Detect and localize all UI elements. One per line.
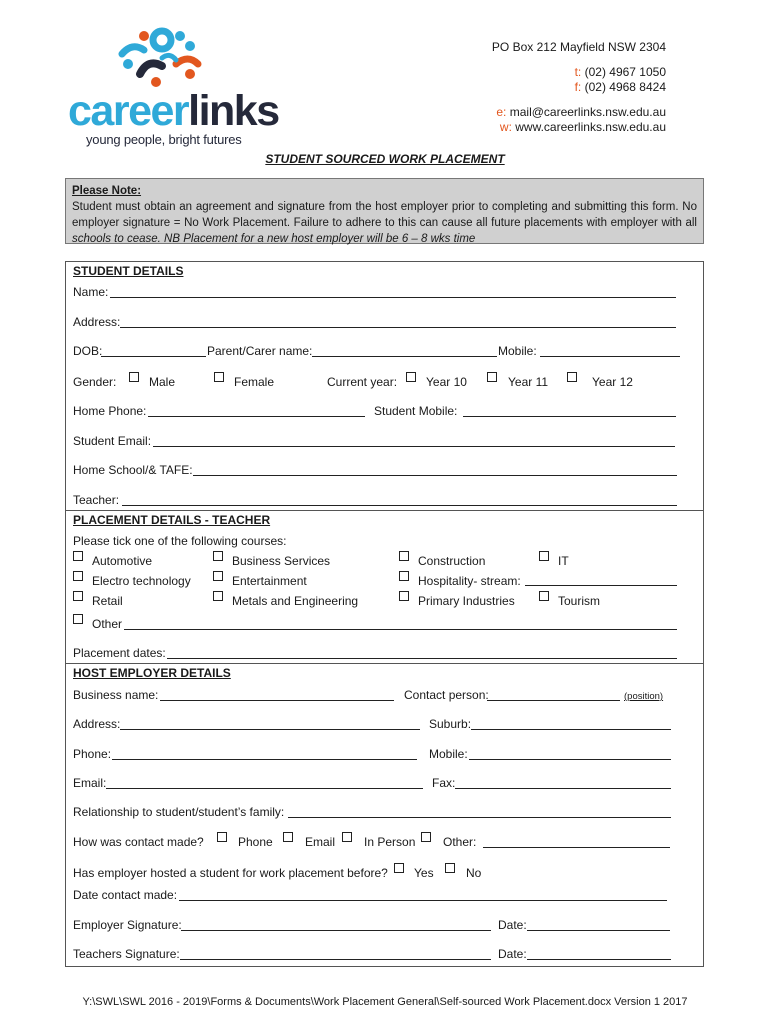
tourism-checkbox[interactable] bbox=[539, 591, 549, 601]
employer-date-label: Date: bbox=[498, 918, 527, 932]
male-checkbox[interactable] bbox=[129, 372, 139, 382]
metals-engineering-label: Metals and Engineering bbox=[232, 594, 359, 608]
electro-technology-label: Electro technology bbox=[92, 574, 191, 588]
retail-label: Retail bbox=[92, 594, 123, 608]
contact-in-person-label: In Person bbox=[364, 835, 416, 849]
teacher-signature-field[interactable] bbox=[180, 959, 491, 960]
current-year-label: Current year: bbox=[327, 375, 398, 389]
construction-checkbox[interactable] bbox=[399, 551, 409, 561]
suburb-label: Suburb: bbox=[429, 717, 472, 731]
year11-label: Year 11 bbox=[508, 375, 549, 389]
home-school-field[interactable] bbox=[193, 475, 677, 476]
hosted-yes-checkbox[interactable] bbox=[394, 863, 404, 873]
note-body: Student must obtain an agreement and signature from the host employer prior to completing and submitting this form. No employer signature = No Work Placement. Failure to adhere to this can cause all future placements with employer with all bbox=[72, 201, 697, 229]
female-label: Female bbox=[234, 375, 275, 389]
contact-other-label: Other: bbox=[443, 835, 477, 849]
teacher-label: Teacher: bbox=[73, 493, 120, 507]
mobile-field[interactable] bbox=[540, 356, 680, 357]
contact-email-checkbox[interactable] bbox=[283, 832, 293, 842]
other-course-field[interactable] bbox=[124, 629, 677, 630]
primary-industries-label: Primary Industries bbox=[418, 594, 515, 608]
contact-method-label: How was contact made? bbox=[73, 835, 204, 849]
year12-label: Year 12 bbox=[592, 375, 633, 389]
home-school-label: Home School/& TAFE: bbox=[73, 463, 193, 477]
hosted-no-checkbox[interactable] bbox=[445, 863, 455, 873]
name-label: Name: bbox=[73, 285, 109, 299]
host-employer-heading: HOST EMPLOYER DETAILS bbox=[73, 666, 231, 680]
tourism-label: Tourism bbox=[558, 594, 601, 608]
host-address-label: Address: bbox=[73, 717, 121, 731]
contact-person-label: Contact person: bbox=[404, 688, 489, 702]
section-divider bbox=[65, 510, 704, 511]
fax-number: f: (02) 4968 8424 bbox=[574, 80, 666, 94]
student-details-heading: STUDENT DETAILS bbox=[73, 264, 184, 278]
suburb-field[interactable] bbox=[471, 729, 671, 730]
brand-tagline: young people, bright futures bbox=[86, 132, 242, 147]
placement-dates-label: Placement dates: bbox=[73, 646, 166, 660]
dob-label: DOB: bbox=[73, 344, 103, 358]
business-services-checkbox[interactable] bbox=[213, 551, 223, 561]
entertainment-label: Entertainment bbox=[232, 574, 307, 588]
hospitality-stream-field[interactable] bbox=[525, 585, 677, 586]
business-name-label: Business name: bbox=[73, 688, 159, 702]
teacher-field[interactable] bbox=[122, 505, 677, 506]
student-email-label: Student Email: bbox=[73, 434, 152, 448]
contact-in-person-checkbox[interactable] bbox=[342, 832, 352, 842]
hospitality-checkbox[interactable] bbox=[399, 571, 409, 581]
dob-field[interactable] bbox=[101, 356, 206, 357]
contact-other-checkbox[interactable] bbox=[421, 832, 431, 842]
retail-checkbox[interactable] bbox=[73, 591, 83, 601]
position-label: (position) bbox=[624, 691, 664, 702]
employer-date-field[interactable] bbox=[527, 930, 670, 931]
form-frame bbox=[65, 261, 704, 967]
contact-phone-checkbox[interactable] bbox=[217, 832, 227, 842]
contact-person-field[interactable] bbox=[487, 700, 620, 701]
postal-address: PO Box 212 Mayfield NSW 2304 bbox=[491, 40, 666, 54]
address-label: Address: bbox=[73, 315, 121, 329]
address-field[interactable] bbox=[120, 327, 676, 328]
year12-checkbox[interactable] bbox=[567, 372, 577, 382]
teacher-signature-label: Teachers Signature: bbox=[73, 947, 180, 961]
host-email-label: Email: bbox=[73, 776, 107, 790]
year11-checkbox[interactable] bbox=[487, 372, 497, 382]
note-body-italic: schools to cease. NB Placement for a new host employer will be 6 – 8 wks time bbox=[72, 233, 476, 245]
parent-name-field[interactable] bbox=[312, 356, 497, 357]
automotive-label: Automotive bbox=[92, 554, 153, 568]
please-note-box bbox=[65, 178, 704, 244]
student-email-field[interactable] bbox=[153, 446, 675, 447]
telephone: t: (02) 4967 1050 bbox=[574, 65, 666, 79]
metals-engineering-checkbox[interactable] bbox=[213, 591, 223, 601]
host-phone-label: Phone: bbox=[73, 747, 112, 761]
female-checkbox[interactable] bbox=[214, 372, 224, 382]
email-address: e: mail@careerlinks.nsw.edu.au bbox=[496, 105, 666, 119]
contact-other-field[interactable] bbox=[483, 847, 670, 848]
automotive-checkbox[interactable] bbox=[73, 551, 83, 561]
relationship-field[interactable] bbox=[288, 817, 671, 818]
male-label: Male bbox=[149, 375, 176, 389]
host-fax-label: Fax: bbox=[432, 776, 456, 790]
home-phone-label: Home Phone: bbox=[73, 404, 147, 418]
logo-people-graphic bbox=[64, 24, 264, 94]
host-fax-field[interactable] bbox=[455, 788, 671, 789]
electro-technology-checkbox[interactable] bbox=[73, 571, 83, 581]
placement-details-heading: PLACEMENT DETAILS - TEACHER bbox=[73, 513, 271, 527]
relationship-label: Relationship to student/student’s family: bbox=[73, 805, 285, 819]
teacher-date-label: Date: bbox=[498, 947, 527, 961]
host-address-field[interactable] bbox=[120, 729, 420, 730]
business-name-field[interactable] bbox=[160, 700, 394, 701]
home-phone-field[interactable] bbox=[148, 416, 365, 417]
mobile-label: Mobile: bbox=[498, 344, 537, 358]
section-divider bbox=[65, 663, 704, 664]
contact-block bbox=[492, 40, 666, 135]
host-phone-field[interactable] bbox=[112, 759, 417, 760]
hosted-no-label: No bbox=[466, 866, 482, 880]
hospitality-label: Hospitality- stream: bbox=[418, 574, 521, 588]
host-mobile-field[interactable] bbox=[469, 759, 671, 760]
document-footer: Y:\SWL\SWL 2016 - 2019\Forms & Documents\Work Placement General\Self-sourced Work Placement.docx Version 1 2017 bbox=[82, 996, 688, 1008]
contact-email-label: Email bbox=[305, 835, 336, 849]
website: w: www.careerlinks.nsw.edu.au bbox=[499, 120, 666, 134]
employer-signature-field[interactable] bbox=[181, 930, 491, 931]
student-mobile-label: Student Mobile: bbox=[374, 404, 458, 418]
course-instruction: Please tick one of the following courses: bbox=[73, 534, 287, 548]
hosted-yes-label: Yes bbox=[414, 866, 434, 880]
year10-checkbox[interactable] bbox=[406, 372, 416, 382]
host-email-field[interactable] bbox=[106, 788, 423, 789]
entertainment-checkbox[interactable] bbox=[213, 571, 223, 581]
teacher-date-field[interactable] bbox=[527, 959, 671, 960]
page-title: STUDENT SOURCED WORK PLACEMENT bbox=[265, 152, 505, 166]
student-mobile-field[interactable] bbox=[463, 416, 676, 417]
parent-name-label: Parent/Carer name: bbox=[207, 344, 313, 358]
other-course-checkbox[interactable] bbox=[73, 614, 83, 624]
date-contact-field[interactable] bbox=[179, 900, 667, 901]
it-checkbox[interactable] bbox=[539, 551, 549, 561]
construction-label: Construction bbox=[418, 554, 486, 568]
name-field[interactable] bbox=[110, 297, 676, 298]
host-mobile-label: Mobile: bbox=[429, 747, 468, 761]
hosted-before-label: Has employer hosted a student for work placement before? bbox=[73, 866, 388, 880]
it-label: IT bbox=[558, 554, 569, 568]
year10-label: Year 10 bbox=[426, 375, 467, 389]
primary-industries-checkbox[interactable] bbox=[399, 591, 409, 601]
placement-dates-field[interactable] bbox=[167, 658, 677, 659]
note-heading: Please Note: bbox=[72, 185, 142, 197]
date-contact-label: Date contact made: bbox=[73, 888, 178, 902]
contact-phone-label: Phone bbox=[238, 835, 273, 849]
employer-signature-label: Employer Signature: bbox=[73, 918, 182, 932]
other-course-label: Other bbox=[92, 617, 123, 631]
brand-wordmark: careerlinks bbox=[68, 87, 279, 135]
gender-label: Gender: bbox=[73, 375, 117, 389]
business-services-label: Business Services bbox=[232, 554, 331, 568]
